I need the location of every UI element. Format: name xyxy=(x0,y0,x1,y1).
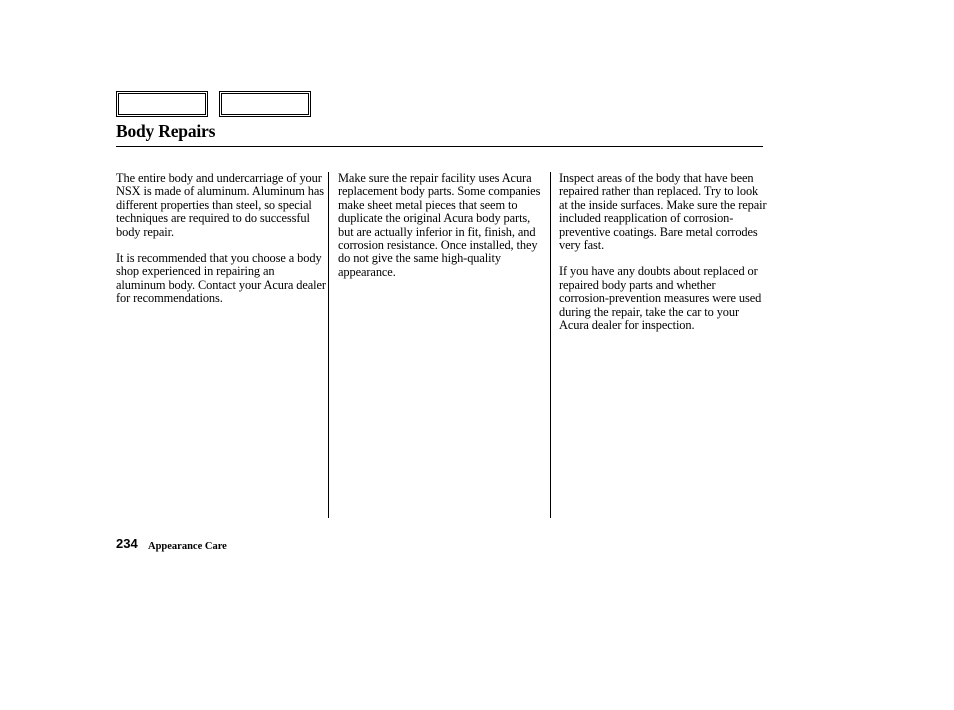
paragraph: Make sure the repair facility uses Acura replacement body parts. Some companies make sheet metal pieces that seem to duplicate the original Acura body parts, but are actually inferior in fit, finish, and corrosion resistance. Once installed, they do not give the same high-quality appearance. xyxy=(338,171,541,279)
nav-button-previous[interactable] xyxy=(116,91,208,117)
paragraph: If you have any doubts about replaced or repaired body parts and whether corrosion-prevention measures were used during the repair, take the car to your Acura dealer for inspection. xyxy=(559,264,762,333)
paragraph: It is recommended that you choose a body shop experienced in repairing an aluminum body. Contact your Acura dealer for recommendations. xyxy=(116,251,326,306)
title-rule xyxy=(116,146,763,147)
section-name: Appearance Care xyxy=(148,541,227,552)
paragraph: The entire body and undercarriage of your NSX is made of aluminum. Aluminum has different properties than steel, so special techniques are required to do successful body repair. xyxy=(116,171,324,239)
nav-button-next[interactable] xyxy=(219,91,311,117)
paragraph: Inspect areas of the body that have been repaired rather than replaced. Try to look at the inside surfaces. Make sure the repair included reapplication of corrosion-preventive coatings. Bare metal corrodes very fast. xyxy=(559,171,767,253)
page-number: 234 xyxy=(116,536,138,551)
page-title: Body Repairs xyxy=(116,121,216,141)
text-column-2 xyxy=(338,172,546,292)
column-divider xyxy=(550,172,551,518)
text-column-1 xyxy=(116,172,326,319)
text-column-3 xyxy=(559,172,767,345)
column-divider xyxy=(328,172,329,518)
